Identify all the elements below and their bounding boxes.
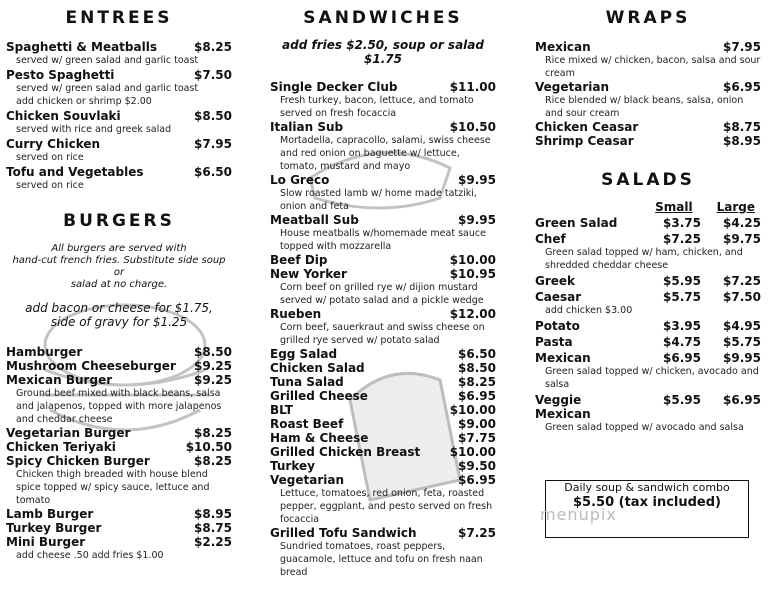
menu-item-description: served on rice: [16, 180, 84, 191]
menu-item-name: Curry Chicken: [6, 137, 101, 151]
menu-item-price: $7.95: [723, 40, 761, 54]
salad-name: Veggie Mexican: [535, 393, 591, 421]
menu-item-price: $8.50: [194, 345, 232, 359]
menu-item-name: Lamb Burger: [6, 507, 94, 521]
menu-item-description: Corn beef, sauerkraut and swiss cheese on grilled rye served w/ potato salad: [280, 322, 485, 346]
menu-item-description: Fresh turkey, bacon, lettuce, and tomato served on fresh focaccia: [280, 95, 474, 119]
salad-name: Green Salad: [535, 216, 618, 230]
salad-large-price: $9.95: [723, 351, 761, 365]
menu-item-row: [270, 213, 496, 227]
menu-item-price: $9.50: [458, 459, 496, 473]
menu-item-name: Roast Beef: [270, 417, 344, 431]
menu-item-price: $10.95: [449, 267, 496, 281]
menu-item-row: [6, 507, 232, 521]
menu-item-description: Ground beef mixed with black beans, salsa and jalapenos, topped with more jalapenos and cheddar cheese: [16, 388, 222, 425]
menu-item-row: [535, 80, 761, 94]
menu-item-row: [270, 375, 496, 389]
salad-description: add chicken $3.00: [545, 305, 633, 316]
salad-name: Chef: [535, 232, 566, 246]
menu-item-price: $8.50: [458, 361, 496, 375]
menu-item-name: Mushroom Cheeseburger: [6, 359, 176, 373]
menu-item-name: New Yorker: [270, 267, 347, 281]
menu-item-description: served w/ green salad and garlic toast: [16, 83, 199, 94]
menu-item-price: $7.95: [194, 137, 232, 151]
menu-item-row: [270, 253, 496, 267]
menu-item-row: [270, 267, 496, 281]
burgers-note-2: hand-cut french fries. Substitute side soup or: [12, 255, 226, 278]
menu-item-row: [535, 120, 761, 134]
menu-item-price: $8.75: [194, 521, 232, 535]
menu-item-name: Mexican: [535, 40, 591, 54]
menu-item-name: Rueben: [270, 307, 322, 321]
menu-item-price: $8.95: [194, 507, 232, 521]
entrees-list: [6, 40, 232, 193]
salad-name: Mexican: [535, 351, 591, 365]
menu-item-price: $10.00: [449, 253, 496, 267]
menu-item-description: Chicken thigh breaded with house blend spice topped w/ spicy sauce, lettuce and tomato: [16, 469, 210, 506]
menu-item-row: [6, 359, 232, 373]
salads-heading: SALADS: [601, 170, 695, 190]
menu-item-description: Lettuce, tomatoes, red onion, feta, roasted pepper, eggplant, and pesto served on fresh focaccia: [280, 488, 493, 525]
menu-item-row: [270, 173, 496, 187]
menu-item-description: Corn beef on grilled rye w/ dijion mustard served w/ potato salad and a pickle wedge: [280, 282, 484, 306]
burgers-note-3: salad at no charge.: [70, 279, 168, 290]
menu-item-name: Mini Burger: [6, 535, 86, 549]
menu-item-name: Mexican Burger: [6, 373, 113, 387]
menu-item-name: Italian Sub: [270, 120, 344, 134]
watermark: menupix: [540, 505, 617, 524]
menu-item-name: Beef Dip: [270, 253, 328, 267]
menu-item-row: [270, 389, 496, 403]
menu-item-price: $8.50: [194, 109, 232, 123]
menu-item-row: [6, 68, 232, 82]
menu-item-name: Vegetarian: [535, 80, 610, 94]
salad-row: [535, 393, 761, 421]
menu-item-price: $9.25: [194, 373, 232, 387]
menu-item-row: [6, 345, 232, 359]
menu-item-row: [270, 80, 496, 94]
salad-description: Green salad topped w/ chicken, avocado and salsa: [545, 366, 759, 390]
menu-item-description: add cheese .50 add fries $1.00: [16, 550, 164, 561]
salad-row: [535, 335, 761, 349]
menu-item-name: Hamburger: [6, 345, 83, 359]
wraps-heading: WRAPS: [605, 8, 691, 28]
menu-item-row: [6, 521, 232, 535]
menu-item-row: [6, 373, 232, 387]
menu-item-description: Rice blended w/ black beans, salsa, onion and sour cream: [545, 95, 744, 119]
menu-item-price: $8.75: [723, 120, 761, 134]
salad-small-price: $5.95: [663, 274, 701, 288]
salad-row: [535, 216, 761, 230]
salad-large-price: $6.95: [723, 393, 761, 407]
combo-line-1: Daily soup & sandwich combo: [564, 481, 730, 494]
entrees-heading: ENTREES: [65, 8, 173, 28]
menu-item-name: Single Decker Club: [270, 80, 398, 94]
menu-item-price: $11.00: [449, 80, 496, 94]
salad-description: Green salad topped w/ ham, chicken, and shredded cheddar cheese: [545, 247, 743, 271]
combo-line-2: $5.50 (tax included): [573, 495, 721, 510]
menu-item-description: House meatballs w/homemade meat sauce topped with mozzarella: [280, 228, 486, 252]
menu-item-name: Spicy Chicken Burger: [6, 454, 150, 468]
salad-name: Greek: [535, 274, 576, 288]
salad-large-price: $4.25: [723, 216, 761, 230]
menu-item-price: $10.50: [185, 440, 232, 454]
menu-item-description: Mortadella, capracollo, salami, swiss cheese and red onion on baguette w/ lettuce, tomato, mustard and mayo: [280, 135, 491, 172]
menu-item-name: Turkey Burger: [6, 521, 102, 535]
salad-small-price: $4.75: [663, 335, 701, 349]
menu-item-price: $10.00: [449, 445, 496, 459]
menu-item-name: Tuna Salad: [270, 375, 344, 389]
menu-item-row: [270, 417, 496, 431]
sandwiches-note: add fries $2.50, soup or salad $1.75: [282, 38, 484, 66]
salad-small-price: $7.25: [663, 232, 701, 246]
menu-item-name: Chicken Souvlaki: [6, 109, 121, 123]
menu-item-row: [6, 454, 232, 468]
menu-item-description: Rice mixed w/ chicken, bacon, salsa and sour cream: [545, 55, 761, 79]
menu-item-price: $8.25: [194, 426, 232, 440]
salad-description: Green salad topped w/ avocado and salsa: [545, 422, 744, 433]
middle-column: [270, 0, 496, 579]
menu-item-row: [6, 165, 232, 179]
menu-item-row: [6, 40, 232, 54]
menu-item-description: Slow roasted lamb w/ home made tatziki, onion and feta: [280, 188, 477, 212]
menu-item-description: served with rice and greek salad: [16, 124, 172, 135]
sandwiches-list: [270, 80, 496, 579]
menu-item-price: $12.00: [449, 307, 496, 321]
menu-item-price: $9.95: [458, 173, 496, 187]
burgers-addon-2: side of gravy for $1.25: [50, 315, 188, 329]
salad-row: [535, 274, 761, 288]
menu-item-name: Grilled Tofu Sandwich: [270, 526, 417, 540]
menu-item-row: [270, 526, 496, 540]
salad-row: [535, 351, 761, 365]
salad-large-price: $7.50: [723, 290, 761, 304]
menu-item-name: Ham & Cheese: [270, 431, 369, 445]
menu-item-row: [270, 307, 496, 321]
menu-item-description: served w/ green salad and garlic toast: [16, 55, 199, 66]
salad-name: Pasta: [535, 335, 573, 349]
salad-row: [535, 232, 761, 246]
menu-item-row: [535, 40, 761, 54]
menu-item-row: [270, 431, 496, 445]
menu-item-name: Spaghetti & Meatballs: [6, 40, 157, 54]
salad-name: Potato: [535, 319, 580, 333]
wraps-list: [535, 40, 761, 148]
menu-item-name: Grilled Chicken Breast: [270, 445, 421, 459]
salad-name: Caesar: [535, 290, 582, 304]
salad-small-price: $5.75: [663, 290, 701, 304]
size-small-label: Small: [655, 200, 693, 214]
menu-item-row: [270, 445, 496, 459]
burgers-addon-1: add bacon or cheese for $1.75,: [25, 301, 213, 315]
menu-item-price: $2.25: [194, 535, 232, 549]
salad-large-price: $5.75: [723, 335, 761, 349]
menu-item-name: BLT: [270, 403, 293, 417]
menu-item-price: $7.50: [194, 68, 232, 82]
menu-item-name: Pesto Spaghetti: [6, 68, 115, 82]
menu-item-description: Sundried tomatoes, roast peppers, guacamole, lettuce and tofu on fresh naan bread: [280, 541, 483, 578]
menu-item-name: Meatball Sub: [270, 213, 359, 227]
menu-item-price: $6.95: [458, 473, 496, 487]
menu-item-row: [6, 109, 232, 123]
menu-item-price: $8.95: [723, 134, 761, 148]
burgers-heading: BURGERS: [63, 211, 175, 231]
menu-item-row: [535, 134, 761, 148]
menu-item-name: Tofu and Vegetables: [6, 165, 144, 179]
salad-large-price: $9.75: [723, 232, 761, 246]
menu-item-name: Vegetarian: [270, 473, 345, 487]
menu-item-price: $10.00: [449, 403, 496, 417]
salad-large-price: $7.25: [723, 274, 761, 288]
menu-item-name: Lo Greco: [270, 173, 330, 187]
menu-item-name: Vegetarian Burger: [6, 426, 131, 440]
menu-item-row: [6, 535, 232, 549]
menu-item-row: [6, 137, 232, 151]
menu-item-price: $7.75: [458, 431, 496, 445]
menu-item-name: Chicken Salad: [270, 361, 365, 375]
menu-item-row: [270, 459, 496, 473]
right-column: [535, 0, 761, 436]
salad-row: [535, 319, 761, 333]
menu-item-name: Egg Salad: [270, 347, 338, 361]
menu-item-description: add chicken or shrimp $2.00: [16, 96, 152, 107]
size-large-label: Large: [716, 200, 755, 214]
menu-item-description: served on rice: [16, 152, 84, 163]
sandwiches-heading: SANDWICHES: [303, 8, 463, 28]
menu-item-name: Chicken Teriyaki: [6, 440, 116, 454]
menu-item-price: $10.50: [449, 120, 496, 134]
menu-item-row: [6, 426, 232, 440]
menu-item-price: $9.25: [194, 359, 232, 373]
menu-item-price: $9.95: [458, 213, 496, 227]
menu-item-price: $9.00: [458, 417, 496, 431]
menu-item-price: $6.95: [458, 389, 496, 403]
menu-item-row: [270, 120, 496, 134]
salad-small-price: $3.75: [663, 216, 701, 230]
menu-item-row: [270, 361, 496, 375]
menu-item-price: $8.25: [458, 375, 496, 389]
salad-small-price: $6.95: [663, 351, 701, 365]
salad-small-price: $3.95: [663, 319, 701, 333]
menu-item-price: $7.25: [458, 526, 496, 540]
salad-row: [535, 290, 761, 304]
burgers-list: [6, 345, 232, 562]
salad-large-price: $4.95: [723, 319, 761, 333]
menu-item-price: $6.50: [194, 165, 232, 179]
burgers-note-1: All burgers are served with: [51, 243, 187, 254]
menu-item-price: $8.25: [194, 454, 232, 468]
menu-item-row: [270, 403, 496, 417]
menu-item-name: Shrimp Ceasar: [535, 134, 634, 148]
menu-item-price: $8.25: [194, 40, 232, 54]
menu-item-price: $6.95: [723, 80, 761, 94]
left-column: [6, 0, 232, 562]
menu-item-row: [6, 440, 232, 454]
salads-list: [535, 216, 761, 436]
menu-item-name: Turkey: [270, 459, 315, 473]
menu-item-name: Grilled Cheese: [270, 389, 368, 403]
menu-item-name: Chicken Ceasar: [535, 120, 639, 134]
menu-item-row: [270, 473, 496, 487]
menu-item-price: $6.50: [458, 347, 496, 361]
salad-size-headers: [535, 200, 761, 214]
menu-item-row: [270, 347, 496, 361]
salad-small-price: $5.95: [663, 393, 701, 407]
